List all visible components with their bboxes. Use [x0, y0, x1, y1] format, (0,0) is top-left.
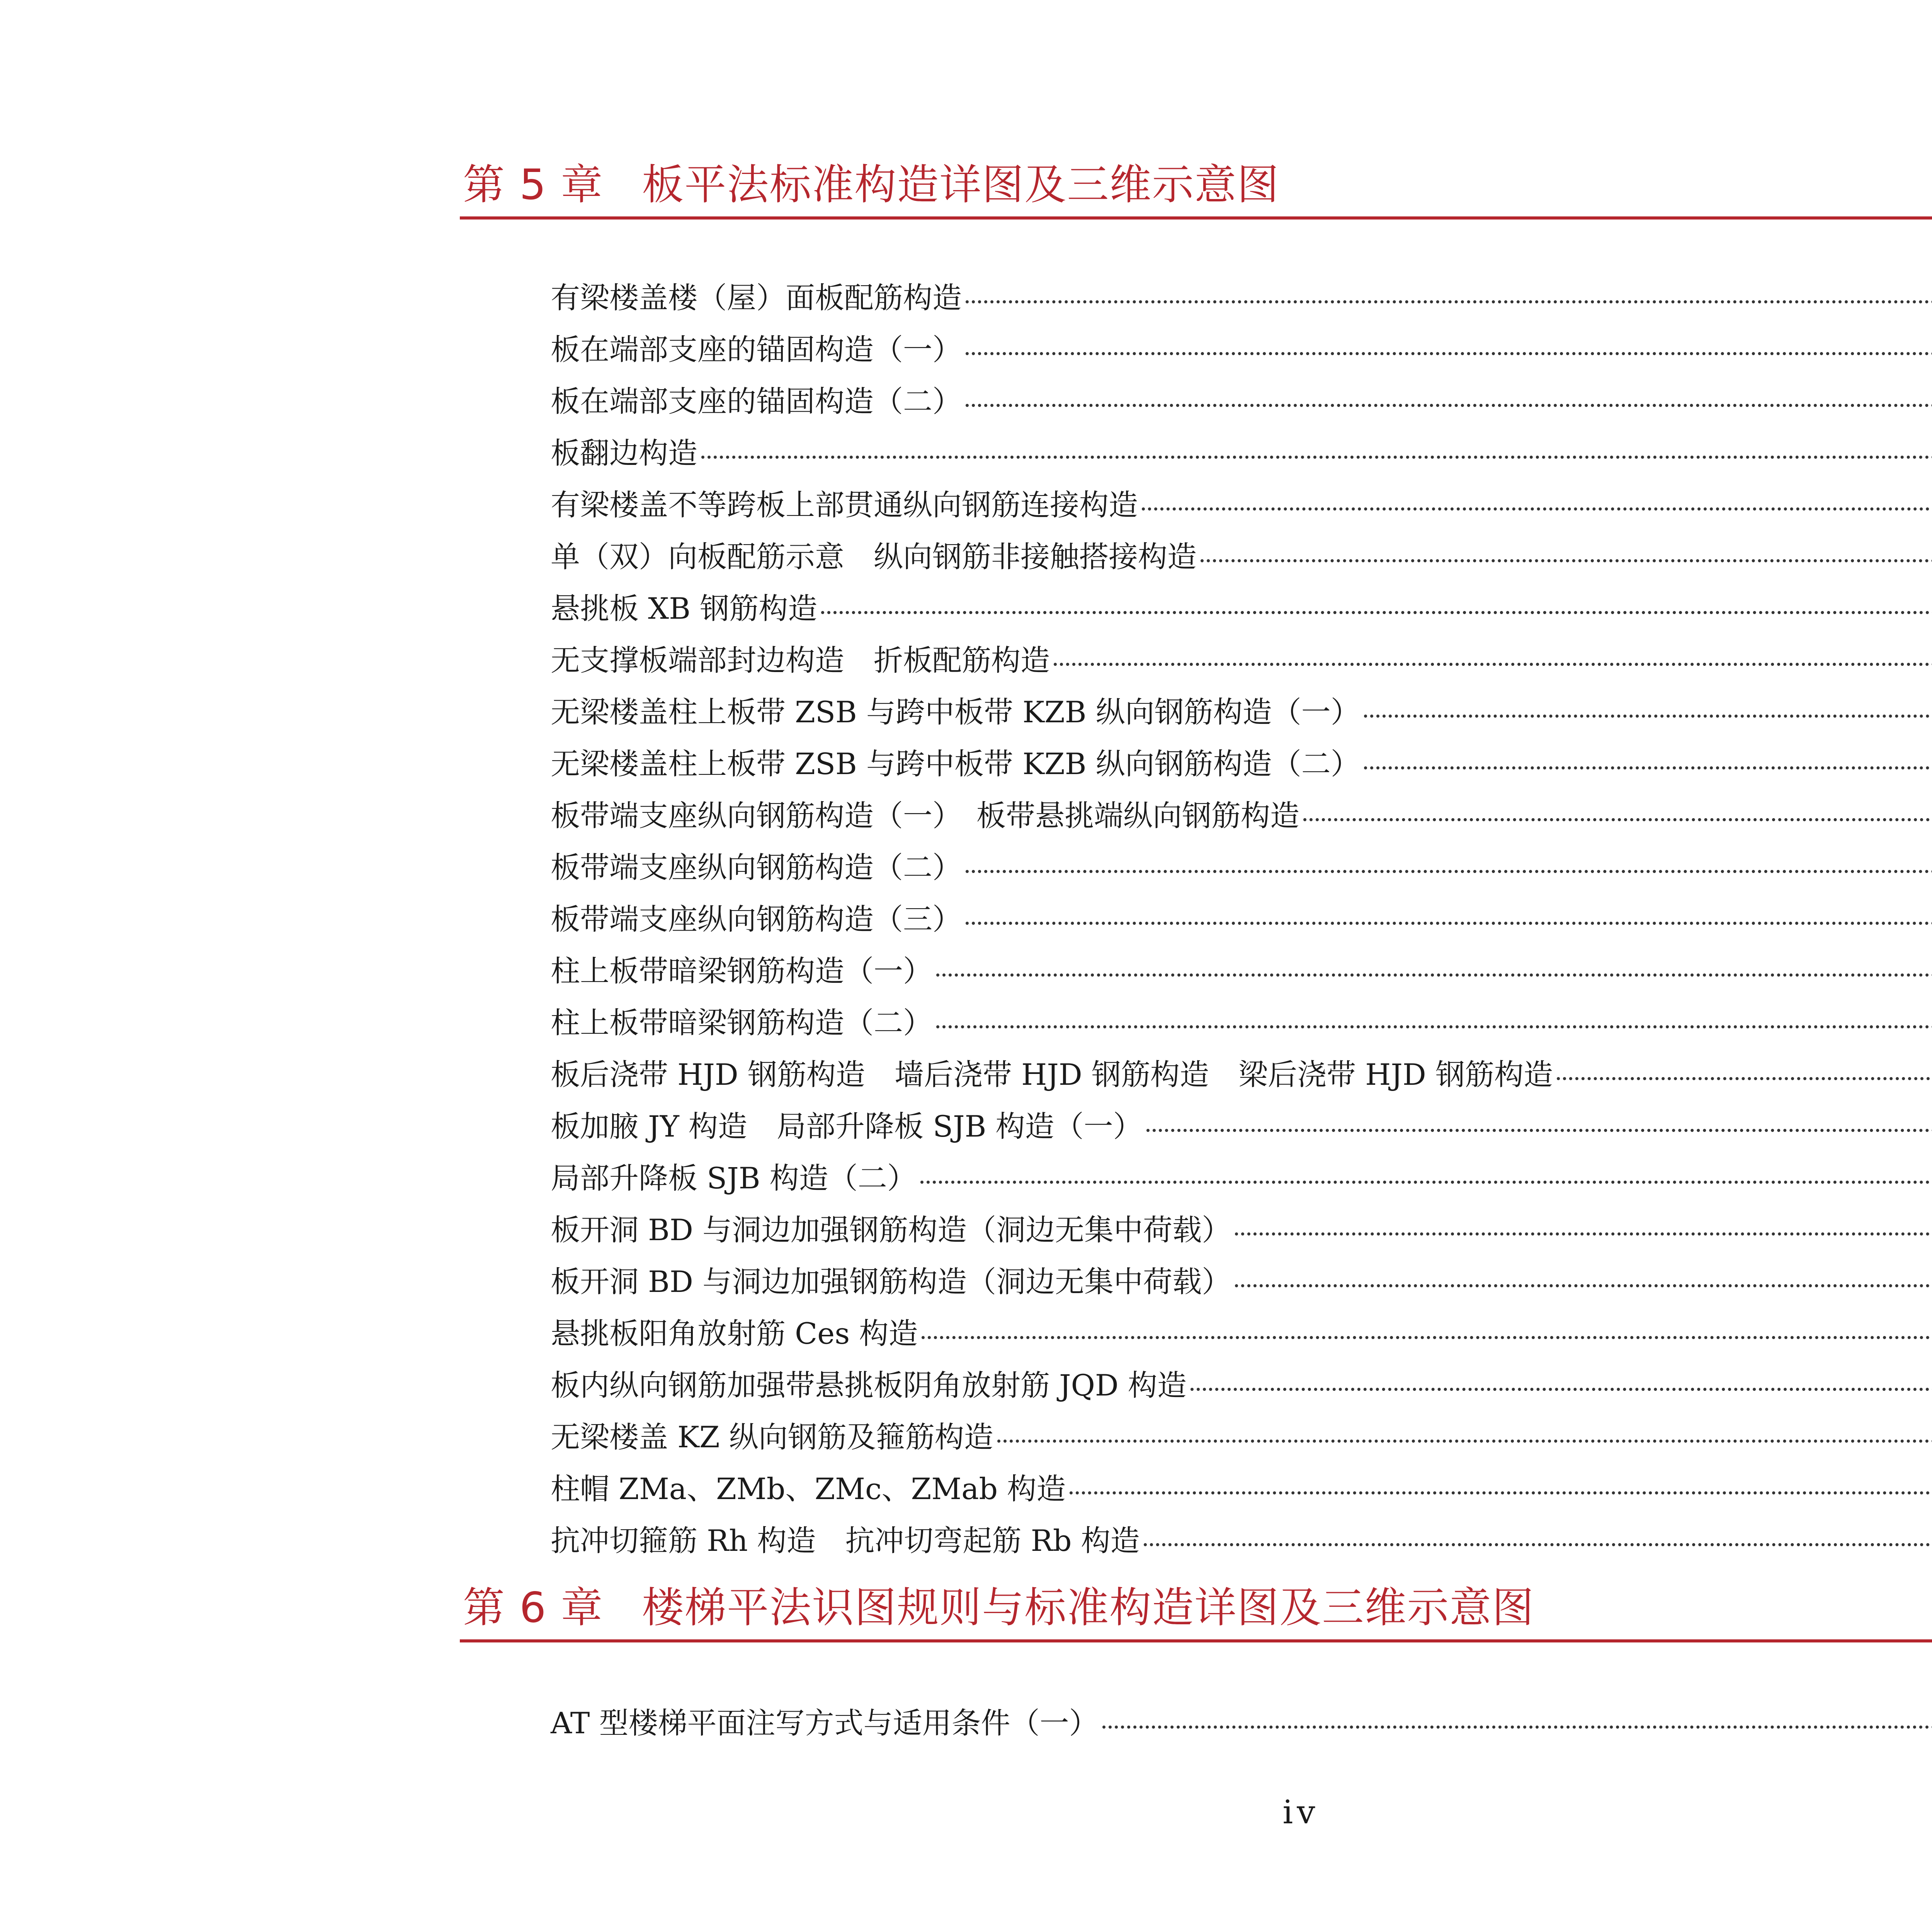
- toc-entry[interactable]: [551, 324, 1932, 376]
- dot-leader: [1144, 1543, 1932, 1546]
- toc-entry-title: 板带端支座纵向钢筋构造（二）: [551, 850, 962, 885]
- toc-entry-title: 抗冲切箍筋 Rh 构造 抗冲切弯起筋 Rb 构造: [551, 1523, 1140, 1558]
- toc-entry[interactable]: [551, 1101, 1932, 1152]
- chapter-5-toc-list: [551, 272, 1932, 1567]
- toc-entry-title: AT 型楼梯平面注写方式与适用条件（一）: [551, 1706, 1099, 1740]
- dot-leader: [1235, 1232, 1932, 1236]
- toc-entry-title: 无梁楼盖柱上板带 ZSB 与跨中板带 KZB 纵向钢筋构造（二）: [551, 747, 1360, 781]
- toc-entry-title: 悬挑板阳角放射筋 Ces 构造: [551, 1316, 918, 1351]
- toc-entry[interactable]: [551, 1697, 1932, 1749]
- toc-entry-title: 板开洞 BD 与洞边加强钢筋构造（洞边无集中荷载）: [551, 1264, 1231, 1299]
- toc-entry[interactable]: [551, 427, 1932, 479]
- dot-leader: [1070, 1491, 1932, 1494]
- toc-entry[interactable]: [551, 1152, 1932, 1204]
- chapter-number: 第 6 章: [463, 1584, 604, 1632]
- chapter-name: 板平法标准构造详图及三维示意图: [642, 161, 1280, 209]
- toc-entry[interactable]: [551, 842, 1932, 893]
- toc-entry-title: 无梁楼盖柱上板带 ZSB 与跨中板带 KZB 纵向钢筋构造（一）: [551, 695, 1360, 729]
- toc-entry[interactable]: [551, 531, 1932, 583]
- dot-leader: [1557, 1077, 1932, 1080]
- dot-leader: [922, 1336, 1932, 1339]
- dot-leader: [966, 870, 1932, 873]
- toc-entry[interactable]: [551, 1463, 1932, 1515]
- dot-leader: [966, 352, 1932, 355]
- chapter-number: 第 5 章: [463, 161, 604, 209]
- toc-entry-title: 板加腋 JY 构造 局部升降板 SJB 构造（一）: [551, 1109, 1143, 1144]
- toc-entry[interactable]: [551, 635, 1932, 686]
- chapter-6-toc-list: [551, 1697, 1932, 1749]
- toc-entry[interactable]: [551, 1411, 1932, 1463]
- toc-entry-title: 板在端部支座的锚固构造（二）: [551, 384, 962, 419]
- dot-leader: [1102, 1726, 1932, 1729]
- toc-entry-title: 有梁楼盖楼（屋）面板配筋构造: [551, 281, 962, 315]
- dot-leader: [920, 1181, 1932, 1184]
- toc-entry[interactable]: [551, 738, 1932, 790]
- toc-entry[interactable]: [551, 1308, 1932, 1360]
- dot-leader: [1190, 1388, 1932, 1391]
- toc-entry-title: 板带端支座纵向钢筋构造（一） 板带悬挑端纵向钢筋构造: [551, 798, 1299, 833]
- toc-entry[interactable]: [551, 1256, 1932, 1308]
- toc-entry-title: 单（双）向板配筋示意 纵向钢筋非接触搭接构造: [551, 539, 1197, 574]
- toc-entry[interactable]: [551, 1204, 1932, 1256]
- dot-leader: [997, 1440, 1932, 1443]
- page-folio: iv: [1282, 1793, 1319, 1831]
- toc-entry[interactable]: [551, 1515, 1932, 1567]
- chapter-5-heading: [460, 155, 1932, 220]
- toc-entry-title: 板在端部支座的锚固构造（一）: [551, 332, 962, 367]
- toc-entry[interactable]: [551, 376, 1932, 427]
- dot-leader: [966, 922, 1932, 925]
- dot-leader: [966, 404, 1932, 407]
- dot-leader: [1364, 766, 1932, 769]
- chapter-5-title: [463, 151, 1279, 211]
- toc-entry-title: 柱帽 ZMa、ZMb、ZMc、ZMab 构造: [551, 1472, 1066, 1506]
- dot-leader: [1142, 507, 1932, 511]
- toc-entry-title: 板后浇带 HJD 钢筋构造 墙后浇带 HJD 钢筋构造 梁后浇带 HJD 钢筋构造: [551, 1057, 1553, 1092]
- toc-entry-title: 无梁楼盖 KZ 纵向钢筋及箍筋构造: [551, 1420, 993, 1454]
- toc-entry-title: 板开洞 BD 与洞边加强钢筋构造（洞边无集中荷载）: [551, 1213, 1231, 1247]
- toc-entry-title: 板带端支座纵向钢筋构造（三）: [551, 902, 962, 936]
- toc-entry-title: 柱上板带暗梁钢筋构造（二）: [551, 1006, 932, 1040]
- toc-entry-title: 局部升降板 SJB 构造（二）: [551, 1161, 917, 1195]
- dot-leader: [1146, 1129, 1932, 1132]
- toc-entry[interactable]: [551, 479, 1932, 531]
- dot-leader: [936, 973, 1932, 977]
- toc-entry[interactable]: [551, 1360, 1932, 1411]
- dot-leader: [966, 300, 1932, 303]
- toc-entry[interactable]: [551, 686, 1932, 738]
- toc-entry-title: 悬挑板 XB 钢筋构造: [551, 591, 818, 626]
- toc-entry[interactable]: [551, 893, 1932, 945]
- toc-entry[interactable]: [551, 583, 1932, 635]
- dot-leader: [1303, 818, 1932, 821]
- toc-entry-title: 柱上板带暗梁钢筋构造（一）: [551, 954, 932, 988]
- dot-leader: [1235, 1284, 1932, 1287]
- toc-entry[interactable]: [551, 1049, 1932, 1101]
- dot-leader: [701, 456, 1932, 459]
- toc-entry[interactable]: [551, 945, 1932, 997]
- chapter-name: 楼梯平法识图规则与标准构造详图及三维示意图: [642, 1584, 1535, 1632]
- toc-entry[interactable]: [551, 790, 1932, 842]
- toc-entry[interactable]: [551, 272, 1932, 324]
- chapter-6-title: [463, 1574, 1534, 1634]
- dot-leader: [1054, 663, 1932, 666]
- dot-leader: [1201, 559, 1932, 562]
- dot-leader: [1364, 715, 1932, 718]
- toc-entry[interactable]: [551, 997, 1932, 1049]
- chapter-6-heading: [460, 1578, 1932, 1642]
- toc-entry-title: 有梁楼盖不等跨板上部贯通纵向钢筋连接构造: [551, 488, 1138, 522]
- toc-entry-title: 板内纵向钢筋加强带悬挑板阴角放射筋 JQD 构造: [551, 1368, 1187, 1402]
- dot-leader: [936, 1025, 1932, 1028]
- dot-leader: [821, 611, 1932, 614]
- toc-entry-title: 无支撑板端部封边构造 折板配筋构造: [551, 643, 1050, 677]
- toc-entry-title: 板翻边构造: [551, 436, 697, 470]
